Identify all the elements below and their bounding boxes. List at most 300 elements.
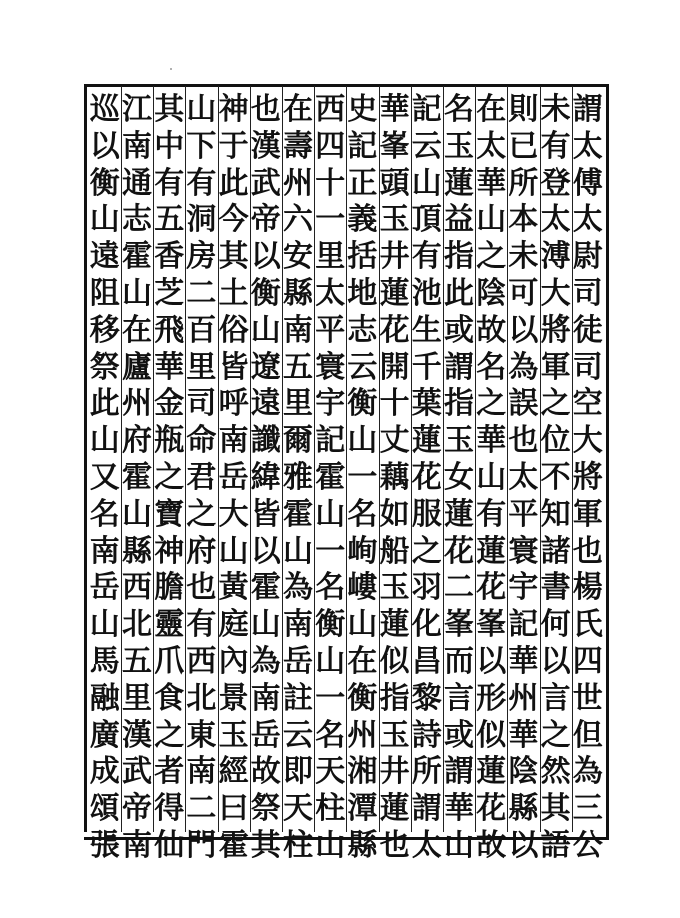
glyph: 峯 [379,128,410,164]
glyph: 五 [154,202,185,238]
glyph: 羽 [411,570,442,606]
glyph: 帝 [122,791,152,827]
text-column-16 [82,92,128,863]
glyph: 司 [186,386,217,422]
glyph: 寰 [508,533,539,569]
glyph: 霍 [122,239,152,275]
glyph: 為 [572,754,603,790]
glyph: 成 [89,754,120,790]
glyph: 志 [347,312,378,348]
glyph: 霍 [283,496,313,532]
glyph: 五 [122,643,152,679]
glyph: 東 [186,717,217,753]
glyph: 即 [283,754,313,790]
glyph: 于 [218,128,249,164]
glyph: 寰 [315,349,346,385]
glyph: 云 [283,717,313,753]
glyph: 山 [411,165,442,201]
glyph: 壽 [283,128,313,164]
glyph: 一 [315,533,346,569]
glyph: 食 [154,680,185,716]
glyph: 縣 [283,275,313,311]
glyph: 馬 [89,643,120,679]
glyph: 登 [540,165,571,201]
glyph: 里 [283,386,313,422]
glyph: 義 [347,202,378,238]
glyph: 皆 [250,496,281,532]
glyph: 府 [186,533,217,569]
glyph: 皆 [218,349,249,385]
glyph: 衡 [347,680,378,716]
glyph: 謂 [444,349,474,385]
glyph: 井 [379,239,410,275]
glyph: 南 [283,607,313,643]
glyph: 註 [283,680,313,716]
glyph: 景 [218,680,249,716]
glyph: 飛 [154,312,185,348]
glyph: 天 [315,754,346,790]
glyph: 何 [540,607,571,643]
glyph: 蓮 [379,275,410,311]
glyph: 也 [508,423,539,459]
glyph: 山 [186,92,217,127]
glyph: 衡 [347,386,378,422]
glyph: 以 [508,312,539,348]
glyph: 山 [283,533,313,569]
glyph: 以 [508,827,539,863]
glyph: 華 [476,423,507,459]
glyph: 房 [186,239,217,275]
glyph: 為 [508,349,539,385]
glyph: 但 [572,717,603,753]
glyph: 二 [444,570,474,606]
glyph: 北 [122,607,152,643]
glyph: 也 [379,827,410,863]
glyph: 此 [444,275,474,311]
glyph: 軍 [572,496,603,532]
glyph: 陰 [508,754,539,790]
glyph: 移 [89,312,120,348]
glyph: 柱 [315,791,346,827]
glyph: 南 [186,754,217,790]
glyph: 里 [315,239,346,275]
glyph: 又 [89,459,120,495]
glyph: 太 [572,202,603,238]
glyph: 宇 [508,570,539,606]
glyph: 井 [379,754,410,790]
glyph: 祭 [250,791,281,827]
glyph: 南 [283,312,313,348]
glyph: 司 [572,349,603,385]
glyph: 傅 [572,165,603,201]
glyph: 云 [411,128,442,164]
glyph: 玉 [379,202,410,238]
glyph: 一 [347,459,378,495]
glyph: 將 [540,312,571,348]
glyph: 記 [347,128,378,164]
glyph: 祭 [89,349,120,385]
glyph: 天 [283,791,313,827]
glyph: 四 [315,128,346,164]
glyph: 可 [508,275,539,311]
glyph: 生 [411,312,442,348]
glyph: 括 [347,239,378,275]
glyph: 志 [122,202,152,238]
glyph: 華 [508,643,539,679]
glyph: 蓮 [476,533,507,569]
glyph: 內 [218,643,249,679]
glyph: 曰 [218,791,249,827]
glyph: 尉 [572,239,603,275]
glyph: 柱 [283,827,313,863]
glyph: 黎 [411,680,442,716]
glyph: 氏 [572,607,603,643]
glyph: 云 [347,349,378,385]
glyph: 金 [154,386,185,422]
glyph: 峯 [476,607,507,643]
glyph: 蓮 [379,791,410,827]
glyph: 嶁 [347,570,378,606]
glyph: 此 [89,386,120,422]
glyph: 書 [540,570,571,606]
glyph: 雅 [283,459,313,495]
glyph: 謂 [411,791,442,827]
glyph: 頂 [411,202,442,238]
glyph: 此 [218,165,249,201]
glyph: 峋 [347,533,378,569]
glyph: 遠 [250,386,281,422]
glyph: 名 [476,349,507,385]
glyph: 華 [508,717,539,753]
glyph: 縣 [508,791,539,827]
glyph: 丈 [379,423,410,459]
glyph: 君 [186,459,217,495]
glyph: 山 [218,533,249,569]
glyph: 二 [186,275,217,311]
glyph: 華 [154,349,185,385]
glyph: 遠 [89,239,120,275]
glyph: 府 [122,423,152,459]
glyph: 安 [283,239,313,275]
glyph: 南 [122,827,152,863]
glyph: 徒 [572,312,603,348]
glyph: 藕 [379,459,410,495]
glyph: 四 [572,643,603,679]
glyph: 以 [250,533,281,569]
glyph: 大 [540,275,571,311]
glyph: 里 [186,349,217,385]
glyph: 得 [154,791,185,827]
glyph: 山 [89,423,120,459]
glyph: 廣 [89,717,120,753]
glyph: 所 [508,165,539,201]
glyph: 讖 [250,423,281,459]
glyph: 詩 [411,717,442,753]
glyph: 西 [186,643,217,679]
glyph: 玉 [444,128,474,164]
glyph: 記 [315,423,346,459]
glyph: 諸 [540,533,571,569]
glyph: 正 [347,165,378,201]
glyph: 知 [540,496,571,532]
glyph: 為 [283,570,313,606]
glyph: 芝 [154,275,185,311]
glyph: 岳 [283,643,313,679]
glyph: 名 [347,496,378,532]
glyph: 池 [411,275,442,311]
glyph: 山 [250,607,281,643]
glyph: 空 [572,386,603,422]
glyph: 武 [250,165,281,201]
glyph: 蓮 [476,754,507,790]
glyph: 在 [476,92,507,127]
glyph: 有 [154,165,185,201]
glyph: 山 [444,827,474,863]
glyph: 故 [476,312,507,348]
glyph: 神 [218,92,249,127]
glyph: 玉 [379,717,410,753]
glyph: 開 [379,349,410,385]
glyph: 花 [476,570,507,606]
glyph: 然 [540,754,571,790]
glyph: 里 [122,680,152,716]
glyph: 名 [89,496,120,532]
glyph: 花 [379,312,410,348]
glyph: 霍 [315,459,346,495]
glyph: 州 [347,717,378,753]
glyph: 溥 [540,239,571,275]
glyph: 謂 [572,92,603,127]
glyph: 在 [347,643,378,679]
glyph: 山 [122,275,152,311]
glyph: 已 [508,128,539,164]
glyph: 如 [379,496,410,532]
glyph: 以 [89,128,120,164]
glyph: 華 [379,92,410,127]
glyph: 黃 [218,570,249,606]
glyph: 南 [89,533,120,569]
glyph: 太 [315,275,346,311]
glyph: 千 [411,349,442,385]
glyph: 太 [572,128,603,164]
glyph: 以 [476,643,507,679]
glyph: 衡 [89,165,120,201]
glyph: 六 [283,202,313,238]
glyph: 之 [476,386,507,422]
glyph: 潭 [347,791,378,827]
glyph: 今 [218,202,249,238]
glyph: 楊 [572,570,603,606]
glyph: 山 [315,643,346,679]
glyph: 蓮 [444,496,474,532]
glyph: 或 [444,717,474,753]
glyph: 州 [122,386,152,422]
glyph: 之 [411,533,442,569]
glyph: 平 [508,496,539,532]
glyph: 有 [411,239,442,275]
glyph: 將 [572,459,603,495]
glyph: 香 [154,239,185,275]
glyph: 未 [540,92,571,127]
glyph: 十 [379,386,410,422]
glyph: 在 [122,312,152,348]
glyph: 有 [186,607,217,643]
glyph: 花 [476,791,507,827]
glyph: 形 [476,680,507,716]
glyph: 霍 [122,459,152,495]
glyph: 似 [379,643,410,679]
glyph: 命 [186,423,217,459]
glyph: 百 [186,312,217,348]
glyph: 玉 [379,570,410,606]
glyph: 湘 [347,754,378,790]
glyph: 宇 [315,386,346,422]
glyph: 玉 [444,423,474,459]
glyph: 不 [540,459,571,495]
glyph: 霍 [250,570,281,606]
paper-speck [170,68,172,70]
glyph: 呼 [218,386,249,422]
glyph: 名 [315,717,346,753]
glyph: 為 [250,643,281,679]
glyph: 未 [508,239,539,275]
glyph: 故 [250,754,281,790]
glyph: 指 [444,239,474,275]
glyph: 州 [508,680,539,716]
glyph: 則 [508,92,539,127]
glyph: 山 [315,496,346,532]
glyph: 其 [218,239,249,275]
glyph: 名 [444,92,474,127]
glyph: 公 [572,827,603,863]
glyph: 山 [89,607,120,643]
glyph: 神 [154,533,185,569]
glyph: 華 [444,791,474,827]
glyph: 山 [315,827,346,863]
glyph: 也 [572,533,603,569]
glyph: 峯 [444,607,474,643]
glyph: 所 [411,754,442,790]
glyph: 地 [347,275,378,311]
glyph: 史 [347,92,378,127]
glyph: 太 [508,459,539,495]
glyph: 膽 [154,570,185,606]
glyph: 似 [476,717,507,753]
glyph: 庭 [218,607,249,643]
glyph: 太 [476,128,507,164]
glyph: 阻 [89,275,120,311]
glyph: 服 [411,496,442,532]
glyph: 化 [411,607,442,643]
glyph: 州 [283,165,313,201]
glyph: 廬 [122,349,152,385]
glyph: 之 [540,717,571,753]
glyph: 俗 [218,312,249,348]
glyph: 張 [89,827,120,863]
glyph: 衡 [250,275,281,311]
glyph: 十 [315,165,346,201]
glyph: 南 [218,423,249,459]
glyph: 或 [444,312,474,348]
glyph: 其 [540,791,571,827]
glyph: 岳 [89,570,120,606]
glyph: 之 [540,386,571,422]
glyph: 岳 [250,717,281,753]
glyph: 爪 [154,643,185,679]
glyph: 誤 [508,386,539,422]
glyph: 而 [444,643,474,679]
glyph: 位 [540,423,571,459]
glyph: 寶 [154,496,185,532]
glyph: 山 [347,423,378,459]
glyph: 縣 [122,533,152,569]
glyph: 山 [476,459,507,495]
glyph: 名 [315,570,346,606]
glyph: 世 [572,680,603,716]
glyph: 帝 [250,202,281,238]
glyph: 山 [347,607,378,643]
glyph: 有 [186,165,217,201]
glyph: 言 [540,680,571,716]
glyph: 山 [476,202,507,238]
glyph: 在 [283,92,313,127]
glyph: 大 [572,423,603,459]
glyph: 之 [186,496,217,532]
glyph: 緯 [250,459,281,495]
glyph: 華 [476,165,507,201]
glyph: 岳 [218,459,249,495]
glyph: 記 [411,92,442,127]
glyph: 瓶 [154,423,185,459]
glyph: 融 [89,680,120,716]
glyph: 指 [444,386,474,422]
glyph: 蓮 [379,607,410,643]
glyph: 山 [122,496,152,532]
glyph: 通 [122,165,152,201]
glyph: 大 [218,496,249,532]
glyph: 謂 [444,754,474,790]
glyph: 有 [540,128,571,164]
glyph: 其 [250,827,281,863]
glyph: 二 [186,791,217,827]
glyph: 指 [379,680,410,716]
glyph: 山 [250,312,281,348]
glyph: 軍 [540,349,571,385]
glyph: 語 [540,827,571,863]
glyph: 遼 [250,349,281,385]
glyph: 之 [154,717,185,753]
glyph: 土 [218,275,249,311]
glyph: 南 [250,680,281,716]
glyph: 一 [315,680,346,716]
glyph: 益 [444,202,474,238]
glyph: 之 [476,239,507,275]
glyph: 西 [122,570,152,606]
glyph: 霍 [218,827,249,863]
glyph: 五 [283,349,313,385]
glyph: 仙 [154,827,185,863]
glyph: 頌 [89,791,120,827]
glyph: 有 [476,496,507,532]
glyph: 漢 [250,128,281,164]
glyph: 一 [315,202,346,238]
glyph: 中 [154,128,185,164]
glyph: 玉 [218,717,249,753]
glyph: 北 [186,680,217,716]
glyph: 花 [411,459,442,495]
glyph: 故 [476,827,507,863]
glyph: 漢 [122,717,152,753]
